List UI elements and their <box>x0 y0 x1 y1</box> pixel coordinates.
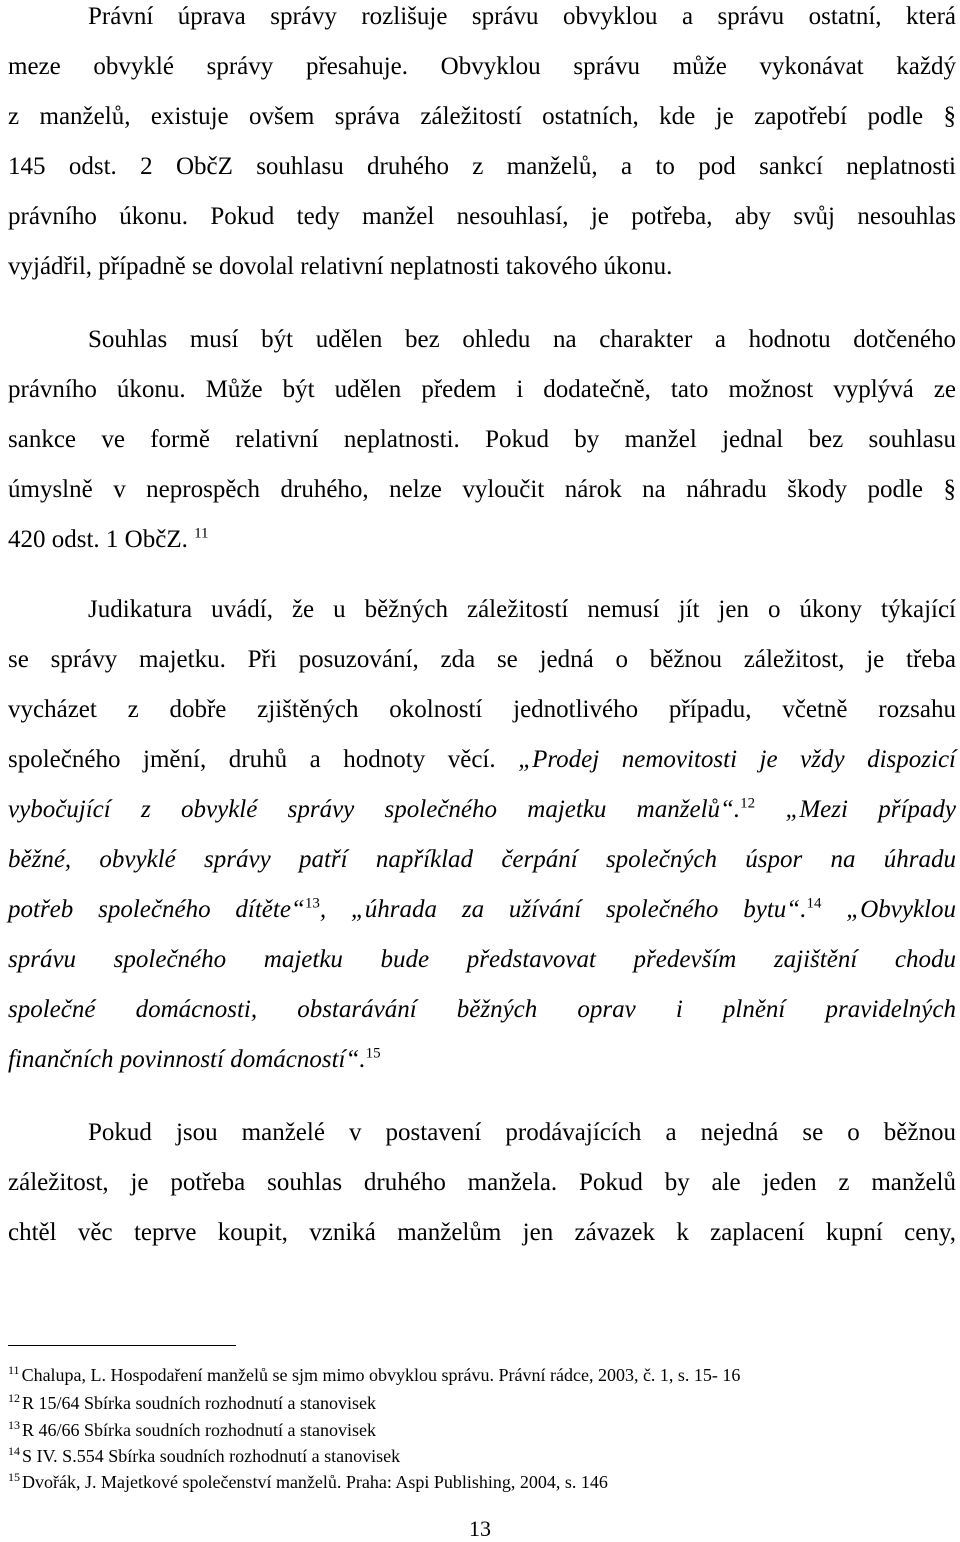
text-line: právního úkonu. Může být udělen předem i dodatečně, tato možnost vyplývá ze <box>8 376 956 403</box>
text-line: záležitost, je potřeba souhlas druhého manžela. Pokud by ale jeden z manželů <box>8 1169 956 1196</box>
footnote-text: S IV. S.554 Sbírka soudních rozhodnutí a stanovisek <box>22 1446 401 1466</box>
text-line: vyjádřil, případně se dovolal relativní neplatnosti takového úkonu. <box>8 253 673 280</box>
text-line: meze obvyklé správy přesahuje. Obvyklou správu může vykonávat každý <box>8 53 956 80</box>
text-line: sankce ve formě relativní neplatnosti. Pokud by manžel jednal bez souhlasu <box>8 426 956 453</box>
text-line <box>8 895 956 925</box>
quote-span: finančních povinností domácností“. <box>8 1046 366 1073</box>
quote-span: „Obvyklou <box>846 896 956 923</box>
text-line <box>8 1045 956 1075</box>
quote-span: potřeb společného dítěte“ <box>8 896 305 923</box>
footnote-ref: 11 <box>194 525 209 542</box>
quote-span: „Mezi případy <box>785 796 956 823</box>
footnote-number: 12 <box>8 1391 20 1405</box>
text-line: právního úkonu. Pokud tedy manžel nesouhlasí, je potřeba, aby svůj nesouhlas <box>8 203 956 230</box>
footnote-number: 11 <box>8 1363 20 1377</box>
footnote-separator <box>8 1345 236 1346</box>
text-span: společného jmění, druhů a hodnoty věcí. <box>8 746 519 773</box>
footnote-ref: 13 <box>304 895 320 912</box>
text-line: běžné, obvyklé správy patří například čerpání společných úspor na úhradu <box>8 846 956 873</box>
footnote <box>8 1471 608 1493</box>
text-line: se správy majetku. Při posuzování, zda se jedná o běžnou záležitost, je třeba <box>8 646 956 673</box>
footnote-ref: 14 <box>806 895 822 912</box>
page-number: 13 <box>469 1516 491 1541</box>
quote-span: , „úhrada za užívání společného bytu“. <box>319 896 807 923</box>
text-line: z manželů, existuje ovšem správa záležitostí ostatních, kde je zapotřebí podle § <box>8 103 956 130</box>
text-span: 420 odst. 1 ObčZ. <box>8 526 188 553</box>
footnote <box>8 1445 400 1467</box>
footnote <box>8 1392 376 1414</box>
text-line: Pokud jsou manželé v postavení prodávajících a nejedná se o běžnou <box>88 1119 956 1146</box>
footnote-number: 13 <box>8 1418 20 1432</box>
footnote-text: Dvořák, J. Majetkové společenství manželů. Praha: Aspi Publishing, 2004, s. 146 <box>22 1472 608 1492</box>
footnote-ref: 12 <box>740 795 756 812</box>
text-line: 145 odst. 2 ObčZ souhlasu druhého z manželů, a to pod sankcí neplatnosti <box>8 153 956 180</box>
text-line: Právní úprava správy rozlišuje správu obvyklou a správu ostatní, která <box>88 3 956 30</box>
text-line: úmyslně v neprospěch druhého, nelze vyloučit nárok na náhradu škody podle § <box>8 476 956 503</box>
text-line <box>8 795 956 825</box>
text-line: Judikatura uvádí, že u běžných záležitostí nemusí jít jen o úkony týkající <box>88 596 956 623</box>
footnote-text: Chalupa, L. Hospodaření manželů se sjm mimo obvyklou správu. Právní rádce, 2003, č. 1, s. 15- 16 <box>21 1365 741 1385</box>
footnote-text: R 15/64 Sbírka soudních rozhodnutí a stanovisek <box>22 1393 376 1413</box>
text-line: vycházet z dobře zjištěných okolností jednotlivého případu, včetně rozsahu <box>8 696 956 723</box>
text-line: správu společného majetku bude představovat především zajištění chodu <box>8 946 956 973</box>
footnote <box>8 1364 740 1386</box>
footnote-text: R 46/66 Sbírka soudních rozhodnutí a stanovisek <box>22 1420 376 1440</box>
text-line: chtěl věc teprve koupit, vzniká manželům jen závazek k zaplacení kupní ceny, <box>8 1219 956 1246</box>
text-line: Souhlas musí být udělen bez ohledu na charakter a hodnotu dotčeného <box>88 326 956 353</box>
footnote-number: 14 <box>8 1444 20 1458</box>
quote-span: „Prodej nemovitosti je vždy dispozicí <box>518 746 957 773</box>
text-line <box>8 745 956 775</box>
quote-span: vybočující z obvyklé správy společného majetku manželů“. <box>8 796 741 823</box>
text-line: společné domácnosti, obstarávání běžných oprav i plnění pravidelných <box>8 996 956 1023</box>
footnote-number: 15 <box>8 1470 20 1484</box>
footnote-ref: 15 <box>365 1045 381 1062</box>
text-line <box>8 525 956 555</box>
footnote <box>8 1419 376 1441</box>
